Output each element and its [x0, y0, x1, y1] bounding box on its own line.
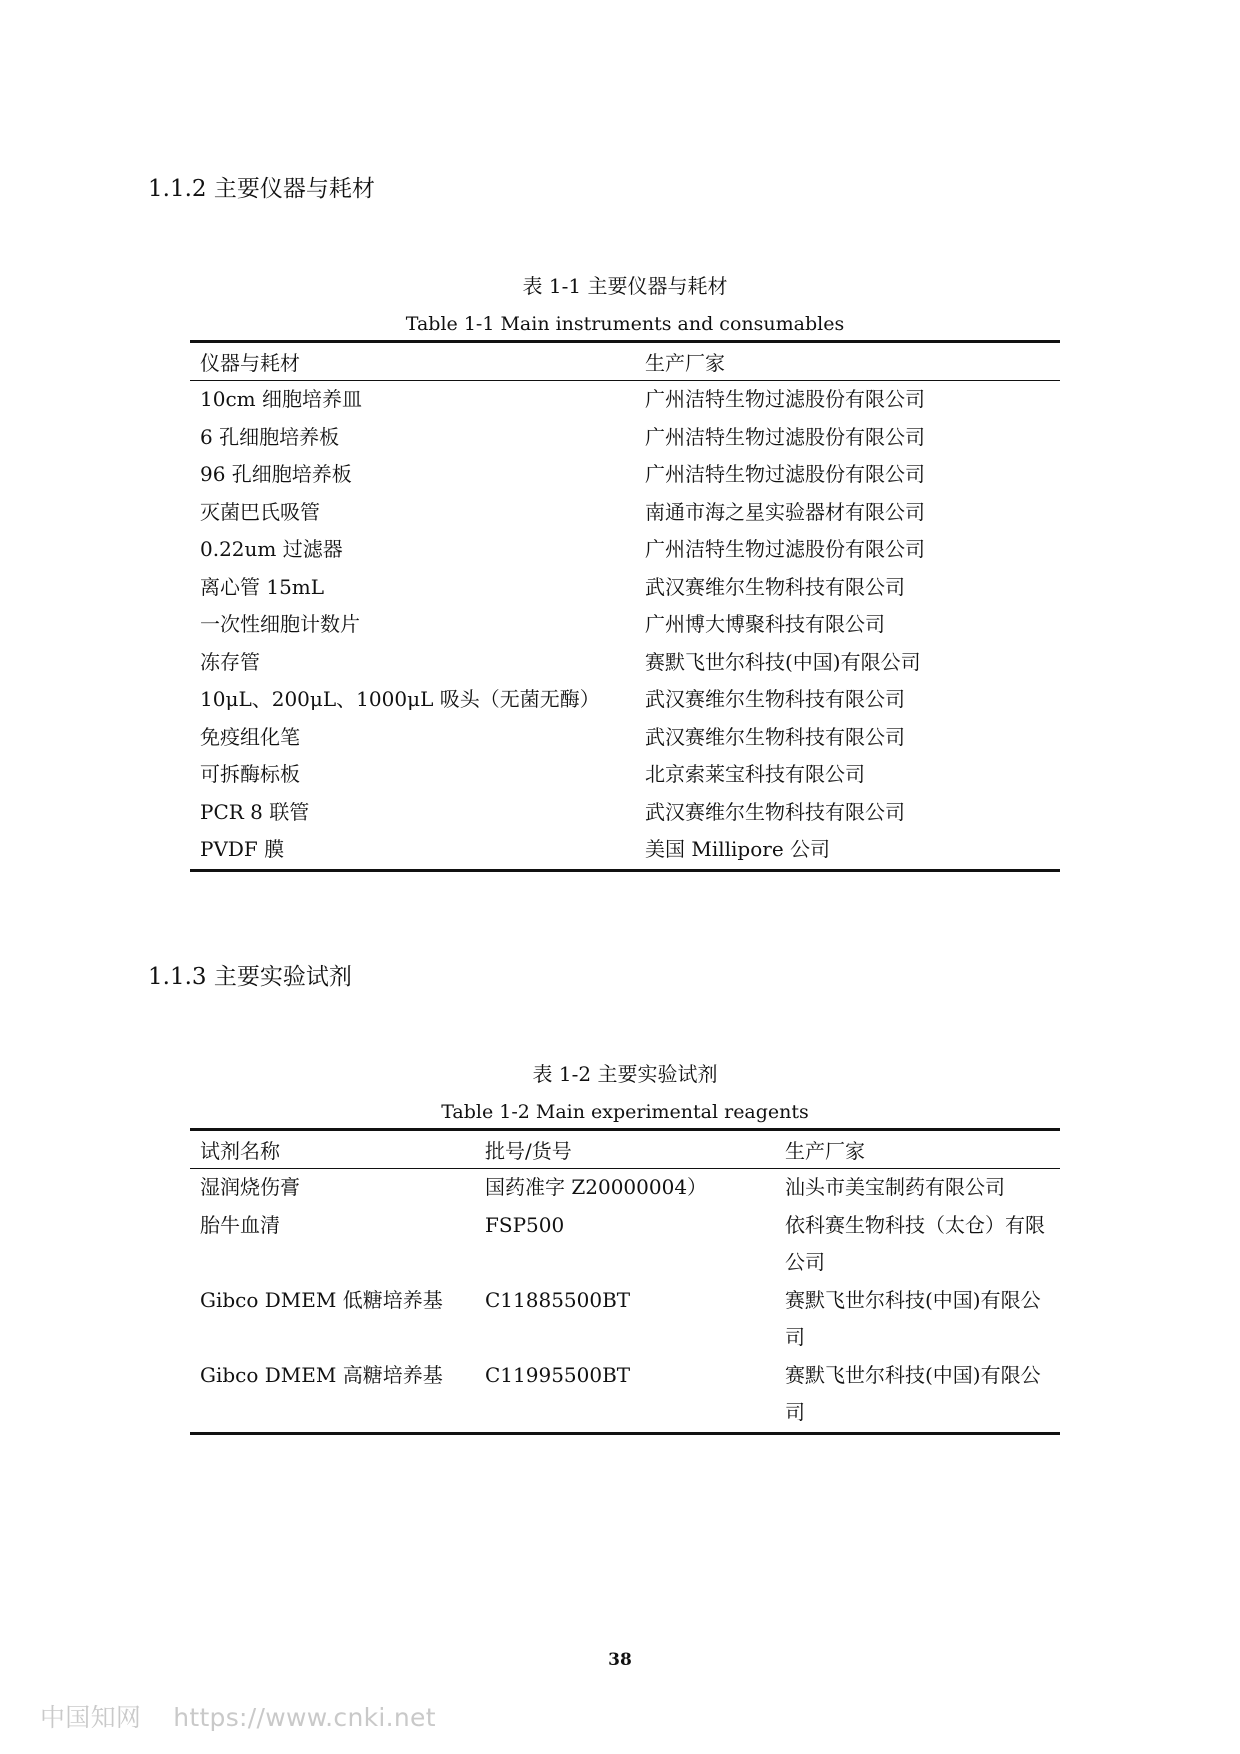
table-row	[190, 606, 1060, 644]
table-1-caption-en: Table 1-1 Main instruments and consumables	[405, 313, 845, 335]
cell-reagent-name: Gibco DMEM 高糖培养基	[200, 1362, 443, 1387]
watermark-logo: 中国知网	[40, 1703, 142, 1732]
instruments-table	[190, 340, 1060, 872]
table-row	[190, 831, 1060, 870]
cell-reagent-name: Gibco DMEM 低糖培养基	[200, 1287, 443, 1312]
cell-instrument: 10μL、200μL、1000μL 吸头（无菌无酶）	[200, 687, 600, 711]
cell-batch-number: C11885500BT	[485, 1287, 631, 1312]
cell-manufacturer: 广州洁特生物过滤股份有限公司	[645, 387, 925, 411]
cell-reagent-name: 湿润烧伤膏	[200, 1175, 300, 1199]
table-2-caption-cn: 表 1-2 主要实验试剂	[532, 1062, 718, 1086]
cell-manufacturer: 依科赛生物科技（太仓）有限公司	[785, 1212, 1045, 1274]
cell-manufacturer: 武汉赛维尔生物科技有限公司	[645, 799, 905, 824]
cell-batch-number: 国药准字 Z20000004）	[485, 1175, 708, 1199]
table-row	[190, 681, 1060, 719]
cell-manufacturer: 赛默飞世尔科技(中国)有限公司	[645, 649, 921, 674]
table-row	[190, 1357, 1060, 1434]
table-row	[190, 1282, 1060, 1357]
cell-manufacturer: 广州洁特生物过滤股份有限公司	[645, 424, 925, 449]
cell-manufacturer: 武汉赛维尔生物科技有限公司	[645, 574, 905, 599]
cell-instrument: 6 孔细胞培养板	[200, 424, 340, 449]
table-row	[190, 1169, 1060, 1207]
cell-manufacturer: 北京索莱宝科技有限公司	[645, 762, 865, 786]
section-heading-reagents: 1.1.3 主要实验试剂	[148, 964, 352, 990]
column-header-instrument: 仪器与耗材	[200, 351, 300, 375]
cell-manufacturer: 赛默飞世尔科技(中国)有限公司	[785, 1287, 1041, 1349]
cell-instrument: 96 孔细胞培养板	[200, 462, 352, 486]
table-row	[190, 419, 1060, 457]
cell-reagent-name: 胎牛血清	[200, 1212, 280, 1237]
table-row	[190, 494, 1060, 532]
table-row	[190, 644, 1060, 682]
section-heading-instruments: 1.1.2 主要仪器与耗材	[148, 176, 375, 202]
table-row	[190, 569, 1060, 607]
cell-instrument: 离心管 15mL	[200, 574, 325, 599]
cell-manufacturer: 汕头市美宝制药有限公司	[785, 1175, 1005, 1199]
table-row	[190, 719, 1060, 757]
table-row	[190, 1207, 1060, 1282]
cell-instrument: 10cm 细胞培养皿	[200, 387, 362, 411]
column-header-manufacturer: 生产厂家	[785, 1139, 865, 1163]
table-row	[190, 531, 1060, 569]
table-row	[190, 456, 1060, 494]
table-header-row	[190, 342, 1060, 381]
table-row	[190, 756, 1060, 794]
table-1-caption-cn: 表 1-1 主要仪器与耗材	[522, 274, 728, 298]
cell-instrument: 0.22um 过滤器	[200, 537, 343, 561]
cell-manufacturer: 武汉赛维尔生物科技有限公司	[645, 724, 905, 749]
column-header-batch-number: 批号/货号	[485, 1139, 572, 1163]
cell-instrument: 冻存管	[200, 649, 260, 674]
cell-manufacturer: 赛默飞世尔科技(中国)有限公司	[785, 1362, 1041, 1424]
page-number: 38	[608, 1650, 632, 1670]
table-2-caption-en: Table 1-2 Main experimental reagents	[441, 1101, 809, 1123]
table-row	[190, 381, 1060, 419]
cell-instrument: PVDF 膜	[200, 837, 285, 861]
cell-manufacturer: 广州洁特生物过滤股份有限公司	[645, 462, 925, 486]
table-row	[190, 794, 1060, 832]
cell-batch-number: C11995500BT	[485, 1362, 631, 1387]
cell-instrument: 可拆酶标板	[200, 762, 300, 786]
cnki-watermark	[40, 1698, 436, 1734]
column-header-reagent-name: 试剂名称	[200, 1139, 280, 1163]
cell-instrument: 灭菌巴氏吸管	[200, 499, 320, 524]
cell-manufacturer: 武汉赛维尔生物科技有限公司	[645, 687, 905, 711]
watermark-url: https://www.cnki.net	[173, 1703, 436, 1732]
cell-instrument: PCR 8 联管	[200, 799, 310, 824]
column-header-manufacturer: 生产厂家	[645, 351, 725, 375]
cell-batch-number: FSP500	[485, 1212, 565, 1237]
cell-manufacturer: 广州洁特生物过滤股份有限公司	[645, 537, 925, 561]
cell-instrument: 免疫组化笔	[200, 724, 300, 749]
cell-instrument: 一次性细胞计数片	[200, 612, 360, 636]
cell-manufacturer: 广州博大博聚科技有限公司	[645, 612, 885, 636]
reagents-table	[190, 1128, 1060, 1435]
cell-manufacturer: 美国 Millipore 公司	[645, 837, 831, 861]
table-header-row	[190, 1130, 1060, 1169]
cell-manufacturer: 南通市海之星实验器材有限公司	[645, 499, 925, 524]
